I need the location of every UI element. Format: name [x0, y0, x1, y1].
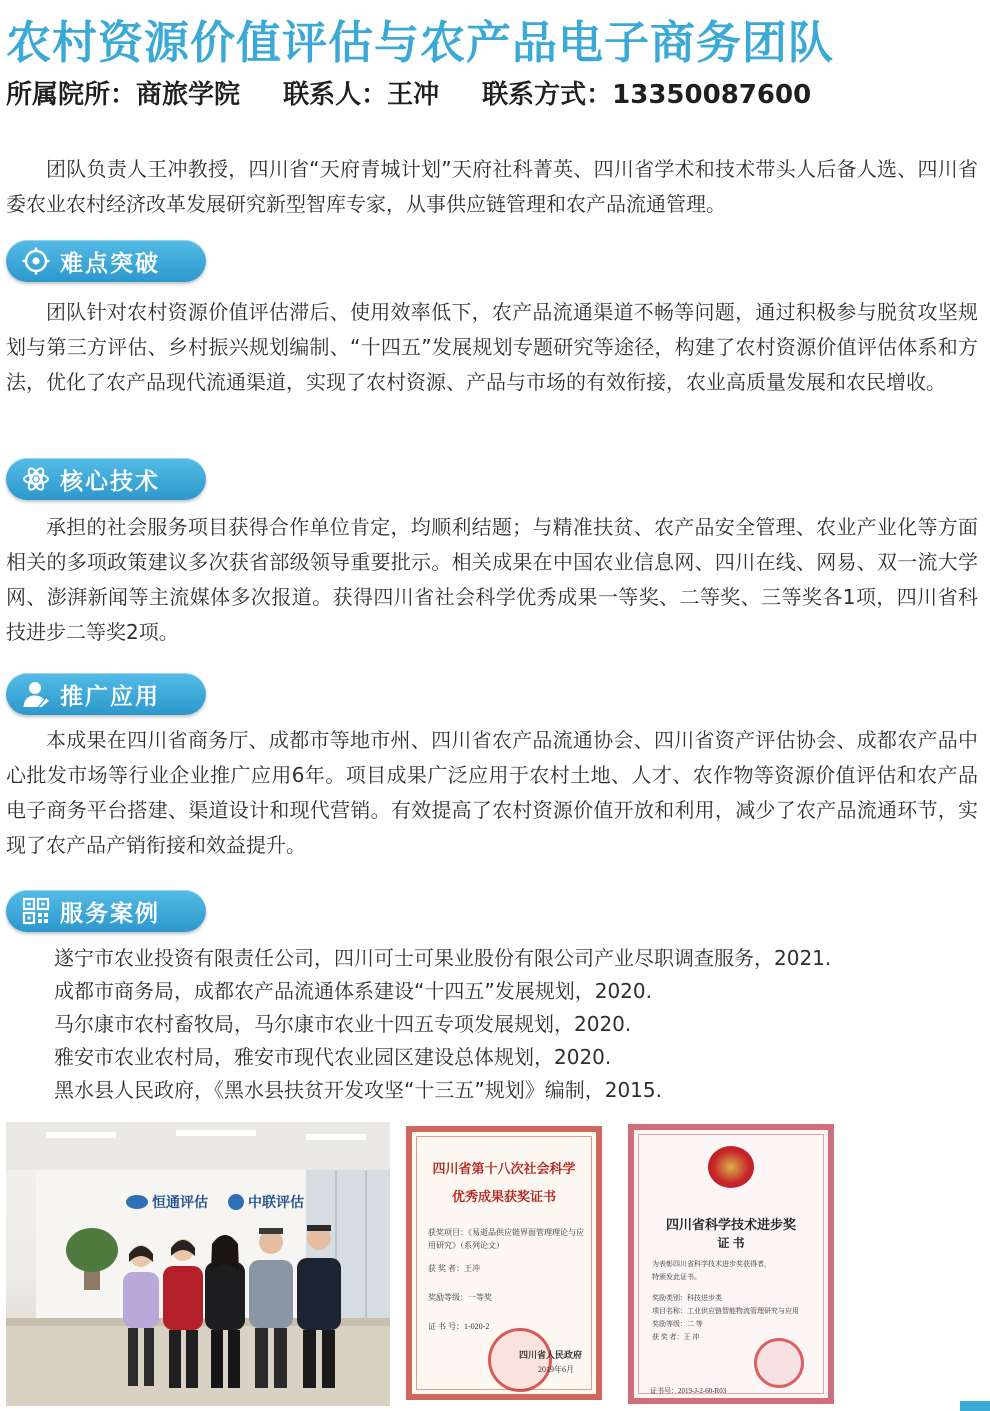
section-label: 服务案例 — [60, 900, 160, 927]
certificate-science-progress — [628, 1124, 834, 1404]
atom-icon — [22, 465, 50, 493]
list-item: 雅安市农业农村局，雅安市现代农业园区建设总体规划，2020. — [54, 1045, 612, 1069]
section-label: 核心技术 — [60, 468, 160, 495]
company-logo-icon — [126, 1195, 148, 1209]
certificate-field: 奖励类别：科技进步类 — [652, 1294, 722, 1302]
contact-person-label: 联系人：王冲 — [283, 80, 440, 110]
certificate-field: 获 奖 者：王 冲 — [652, 1333, 700, 1341]
certificate-field: 获 奖 者：王冲 — [428, 1264, 480, 1273]
corner-accent — [960, 1401, 990, 1411]
section-header-application — [6, 673, 206, 715]
certificate-field: 奖励等级：二 等 — [652, 1320, 703, 1328]
intro-paragraph: 团队负责人王冲教授，四川省“天府青城计划”天府社科菁英、四川省学术和技术带头人后备人选、四川省委农业农村经济改革发展研究新型智库专家，从事供应链管理和农产品流通管理。 — [6, 157, 978, 216]
list-item: 黑水县人民政府，《黑水县扶贫开发攻坚“十三五”规划》编制，2015. — [54, 1078, 662, 1102]
section-paragraph-difficulty: 团队针对农村资源价值评估滞后、使用效率低下，农产品流通渠道不畅等问题，通过积极参与脱贫攻坚规划与第三方评估、乡村振兴规划编制、“十四五”发展规划专题研究等途径，构建了农村资源价值评估体系和方法，优化了农产品现代流通渠道，实现了农村资源、产品与市场的有效衔接，农业高质量发展和农民增收。 — [6, 300, 978, 394]
official-seal-icon — [754, 1338, 804, 1388]
qr-code-icon — [22, 897, 50, 925]
section-label: 推广应用 — [60, 683, 160, 710]
team-photo — [6, 1122, 390, 1406]
certificate-text: 特颁发此证书。 — [652, 1273, 701, 1281]
certificate-number: 证书号：2019-J-2-60-R03 — [650, 1387, 727, 1395]
certificate-date: 2019年6月 — [538, 1365, 574, 1374]
certificate-subtitle: 证 书 — [717, 1236, 745, 1250]
contact-method-label: 联系方式：13350087600 — [482, 80, 812, 110]
certificate-number: 证 书 号：1-020-2 — [428, 1322, 490, 1331]
sign-right: 中联评估 — [228, 1192, 304, 1212]
section-header-service-cases — [6, 890, 206, 932]
company-logo-icon — [228, 1194, 244, 1210]
target-icon — [22, 247, 50, 275]
service-case-list — [54, 942, 831, 1107]
certificate-title: 四川省第十八次社会科学 — [432, 1161, 576, 1176]
list-item: 马尔康市农村畜牧局，马尔康市农业十四五专项发展规划，2020. — [54, 1012, 632, 1036]
certificate-social-science — [406, 1126, 602, 1400]
certificate-field: 项目名称：工业供应链智能物流管理研究与应用 — [652, 1307, 799, 1315]
certificate-field: 获奖项目：《易逝品供应链界面管理理论与应用研究》（系列论文） — [428, 1228, 584, 1250]
certificate-text: 为表彰四川省科学技术进步奖获得者， — [652, 1260, 771, 1268]
contact-info-bar — [6, 74, 845, 111]
section-paragraph-application: 本成果在四川省商务厅、成都市等地市州、四川省农产品流通协会、四川省资产评估协会、成都农产品中心批发市场等行业企业推广应用6年。项目成果广泛应用于农村土地、人才、农作物等资源价值评估和农产品电子商务平台搭建、渠道设计和现代营销。有效提高了农村资源价值开放和利用，减少了农产品流通环节，实现了农产品产销衔接和效益提升。 — [6, 728, 978, 857]
certificate-field: 奖励等级：一等奖 — [428, 1293, 492, 1302]
certificate-subtitle: 优秀成果获奖证书 — [451, 1189, 556, 1204]
sign-left: 恒通评估 — [126, 1192, 208, 1212]
national-emblem-icon — [708, 1146, 754, 1188]
certificate-issuer: 四川省人民政府 — [518, 1350, 582, 1360]
section-header-difficulty — [6, 240, 206, 282]
section-paragraph-core-technology: 承担的社会服务项目获得合作单位肯定，均顺利结题；与精准扶贫、农产品安全管理、农业产业化等方面相关的多项政策建议多次获省部级领导重要批示。相关成果在中国农业信息网、四川在线、网易、双一流大学网、澎湃新闻等主流媒体多次报道。获得四川省社会科学优秀成果一等奖、二等奖、三等奖各1项，四川省科技进步二等奖2项。 — [6, 515, 978, 644]
list-item: 成都市商务局，成都农产品流通体系建设“十四五”发展规划，2020. — [54, 979, 652, 1003]
team-photo-scene — [6, 1122, 390, 1406]
page-title: 农村资源价值评估与农产品电子商务团队 — [6, 16, 835, 69]
list-item: 遂宁市农业投资有限责任公司，四川可士可果业股份有限公司产业尽职调查服务，2021. — [54, 946, 832, 970]
section-label: 难点突破 — [60, 250, 160, 277]
institute-label: 所属院所：商旅学院 — [6, 80, 241, 110]
certificate-title: 四川省科学技术进步奖 — [665, 1217, 796, 1232]
section-header-core-technology — [6, 458, 206, 500]
user-icon — [22, 680, 50, 708]
